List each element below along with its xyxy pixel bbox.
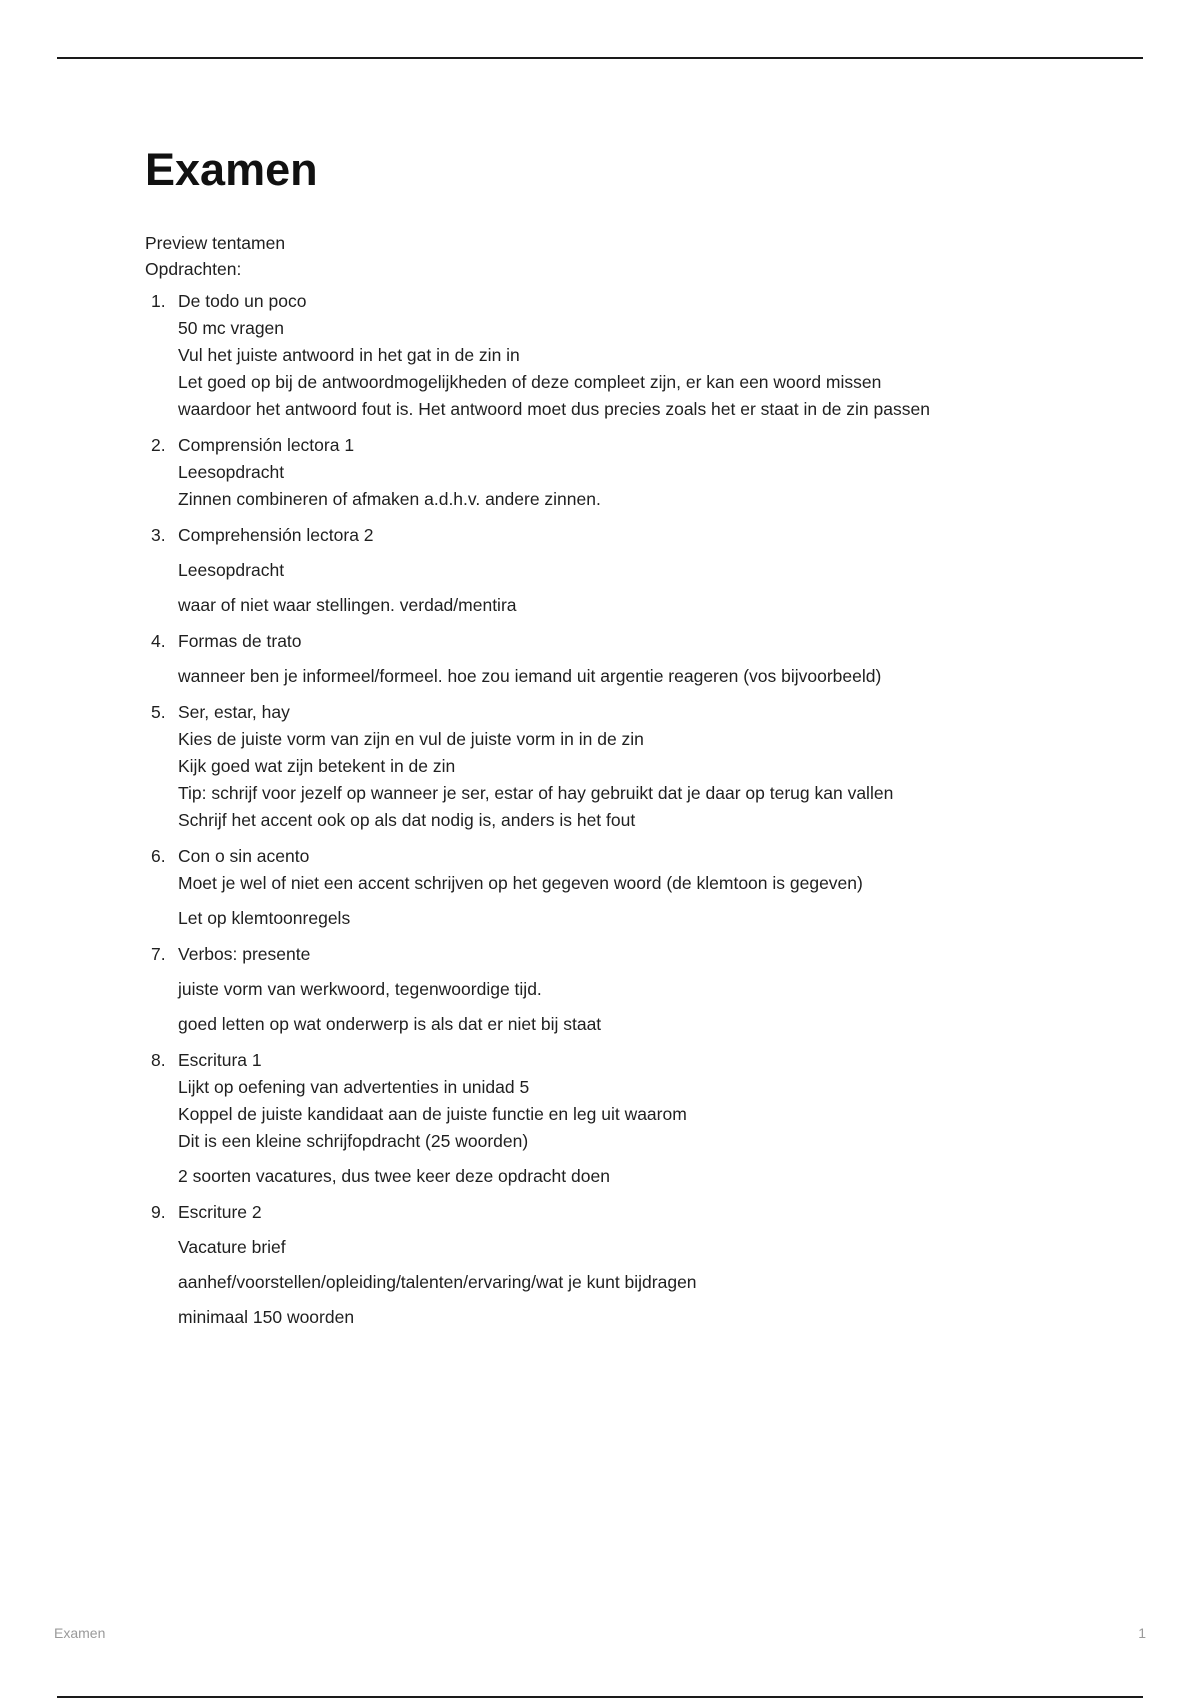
task-heading: Comprensión lectora 1 — [178, 435, 355, 455]
task-line: Leesopdracht — [178, 462, 285, 482]
task-line: Kies de juiste vorm van zijn en vul de juiste vorm in in de zin — [178, 729, 644, 749]
task-number: 5. — [151, 702, 166, 722]
task-number: 3. — [151, 525, 166, 545]
task-item — [145, 288, 1125, 423]
task-number: 9. — [151, 1202, 166, 1222]
task-item — [145, 628, 1125, 690]
task-line: Kijk goed wat zijn betekent in de zin — [178, 756, 456, 776]
task-item — [145, 699, 1125, 834]
task-heading: Escritura 1 — [178, 1050, 262, 1070]
footer-title: Examen — [54, 1625, 106, 1641]
task-heading: Verbos: presente — [178, 944, 311, 964]
task-paragraph: aanhef/voorstellen/opleiding/talenten/ervaring/wat je kunt bijdragen — [178, 1272, 697, 1292]
task-heading: Formas de trato — [178, 631, 302, 651]
task-number: 7. — [151, 944, 166, 964]
page-number: 1 — [1138, 1625, 1146, 1641]
document-body — [145, 142, 1125, 1340]
task-paragraph: minimaal 150 woorden — [178, 1307, 355, 1327]
task-line: Tip: schrijf voor jezelf op wanneer je ser, estar of hay gebruikt dat je daar op terug kan vallen — [178, 783, 894, 803]
task-paragraph: wanneer ben je informeel/formeel. hoe zou iemand uit argentie reageren (vos bijvoorbeeld) — [178, 666, 882, 686]
task-line: Koppel de juiste kandidaat aan de juiste functie en leg uit waarom — [178, 1104, 687, 1124]
task-paragraph: juiste vorm van werkwoord, tegenwoordige tijd. — [178, 979, 542, 999]
task-item — [145, 1199, 1125, 1331]
task-number: 6. — [151, 846, 166, 866]
task-line: Schrijf het accent ook op als dat nodig is, anders is het fout — [178, 810, 636, 830]
task-paragraph: Vacature brief — [178, 1237, 286, 1257]
task-heading: Con o sin acento — [178, 846, 310, 866]
task-item — [145, 432, 1125, 513]
task-heading: De todo un poco — [178, 291, 307, 311]
task-line: Let goed op bij de antwoordmogelijkheden of deze compleet zijn, er kan een woord missen — [178, 372, 882, 392]
task-item — [145, 1047, 1125, 1190]
task-number: 1. — [151, 291, 166, 311]
task-heading: Escriture 2 — [178, 1202, 262, 1222]
task-item — [145, 843, 1125, 932]
task-list — [145, 288, 1125, 1331]
task-line: Dit is een kleine schrijfopdracht (25 woorden) — [178, 1131, 529, 1151]
task-number: 4. — [151, 631, 166, 651]
task-number: 8. — [151, 1050, 166, 1070]
task-paragraph: goed letten op wat onderwerp is als dat er niet bij staat — [178, 1014, 602, 1034]
task-paragraph: Let op klemtoonregels — [178, 908, 351, 928]
intro-line: Opdrachten: — [145, 259, 242, 279]
top-divider — [57, 57, 1143, 59]
task-line: Moet je wel of niet een accent schrijven op het gegeven woord (de klemtoon is gegeven) — [178, 873, 863, 893]
task-paragraph: waar of niet waar stellingen. verdad/mentira — [178, 595, 517, 615]
task-line: waardoor het antwoord fout is. Het antwoord moet dus precies zoals het er staat in de zin passen — [178, 399, 930, 419]
task-paragraph: 2 soorten vacatures, dus twee keer deze opdracht doen — [178, 1166, 610, 1186]
task-line: Lijkt op oefening van advertenties in unidad 5 — [178, 1077, 530, 1097]
task-heading: Comprehensión lectora 2 — [178, 525, 374, 545]
task-heading: Ser, estar, hay — [178, 702, 290, 722]
task-line: 50 mc vragen — [178, 318, 285, 338]
intro-block — [145, 230, 1125, 282]
task-paragraph: Leesopdracht — [178, 560, 285, 580]
task-item — [145, 941, 1125, 1038]
intro-line: Preview tentamen — [145, 233, 286, 253]
task-line: Vul het juiste antwoord in het gat in de zin in — [178, 345, 520, 365]
bottom-divider — [57, 1696, 1143, 1698]
task-item — [145, 522, 1125, 619]
page-title: Examen — [145, 144, 318, 195]
task-number: 2. — [151, 435, 166, 455]
task-line: Zinnen combineren of afmaken a.d.h.v. andere zinnen. — [178, 489, 601, 509]
